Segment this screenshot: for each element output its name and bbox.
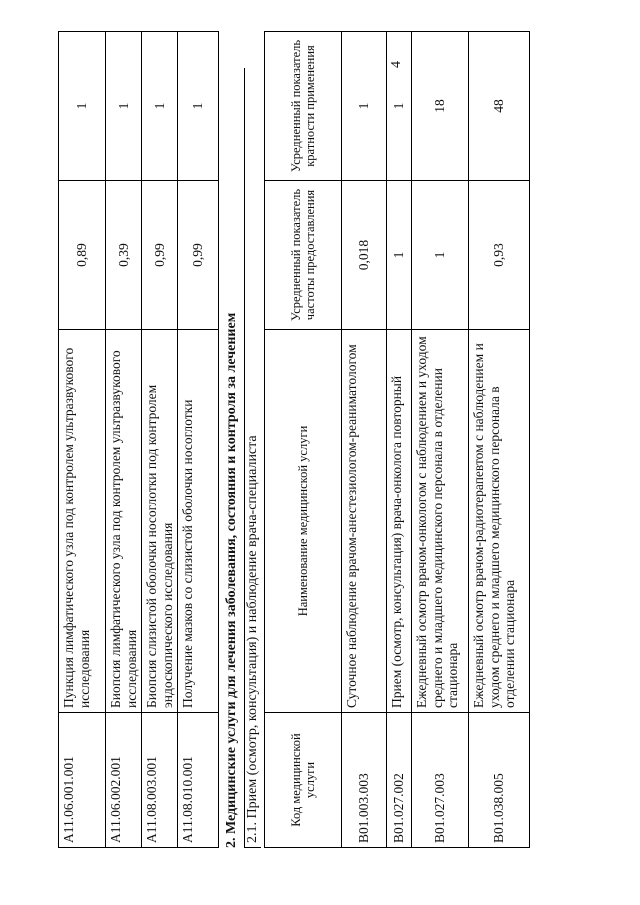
header-frequency: Усредненный показатель частоты предоставления [265,181,342,330]
service-code: A11.06.002.001 [106,713,142,848]
service-multiplicity: 1 [387,32,412,181]
service-name: Ежедневный осмотр врачом-онкологом с наблюдением и уходом среднего и младшего медицинского персонала в отделении стационара [412,330,469,713]
header-multiplicity: Усредненный показатель кратности применения [265,32,342,181]
table-row [469,32,530,848]
service-code: A11.08.003.001 [142,713,178,848]
service-frequency: 0,93 [469,181,530,330]
table-row [59,32,106,848]
service-code: B01.027.003 [412,713,469,848]
service-multiplicity: 1 [342,32,387,181]
service-frequency: 1 [387,181,412,330]
table-header-row [265,32,342,848]
table-row [106,32,142,848]
table-row [342,32,387,848]
service-name: Пункция лимфатического узла под контролем ультразвукового исследования [59,330,106,713]
service-name: Биопсия лимфатического узла под контролем ультразвукового исследования [106,330,142,713]
service-frequency: 1 [412,181,469,330]
section-title: 2. Медицинские услуги для лечения заболевания, состояния и контроля за лечением [224,312,239,848]
service-frequency: 0,39 [106,181,142,330]
service-code: A11.08.010.001 [178,713,219,848]
services-table [264,31,530,848]
table-row [387,32,412,848]
service-frequency: 0,99 [142,181,178,330]
service-multiplicity: 1 [106,32,142,181]
service-code: B01.003.003 [342,713,387,848]
service-multiplicity: 1 [142,32,178,181]
service-frequency: 0,99 [178,181,219,330]
service-multiplicity: 1 [59,32,106,181]
service-frequency: 0,89 [59,181,106,330]
table-row [142,32,178,848]
service-name: Прием (осмотр, консультация) врача-онколога повторный [387,330,412,713]
service-code: B01.038.005 [469,713,530,848]
service-multiplicity: 18 [412,32,469,181]
service-name: Получение мазков со слизистой оболочки носоглотки [178,330,219,713]
service-frequency: 0,018 [342,181,387,330]
service-multiplicity: 1 [178,32,219,181]
service-name: Ежедневный осмотр врачом-радиотерапевтом с наблюдением и уходом среднего и младшего медицинского персонала в отделении стационара [469,330,530,713]
table-row [412,32,469,848]
services-table-continued [58,31,219,848]
service-code: B01.027.002 [387,713,412,848]
service-multiplicity: 48 [469,32,530,181]
service-name: Суточное наблюдение врачом-анестезиологом-реаниматологом [342,330,387,713]
service-name: Биопсия слизистой оболочки носоглотки под контролем эндоскопического исследования [142,330,178,713]
table-row [178,32,219,848]
header-name: Наименование медицинской услуги [265,330,342,713]
service-code: A11.06.001.001 [59,713,106,848]
header-code: Код медицинской услуги [265,713,342,848]
rotated-document [58,39,638,848]
subsection-title: 2.1. Прием (осмотр, консультация) и наблюдение врача-специалиста [244,68,261,848]
